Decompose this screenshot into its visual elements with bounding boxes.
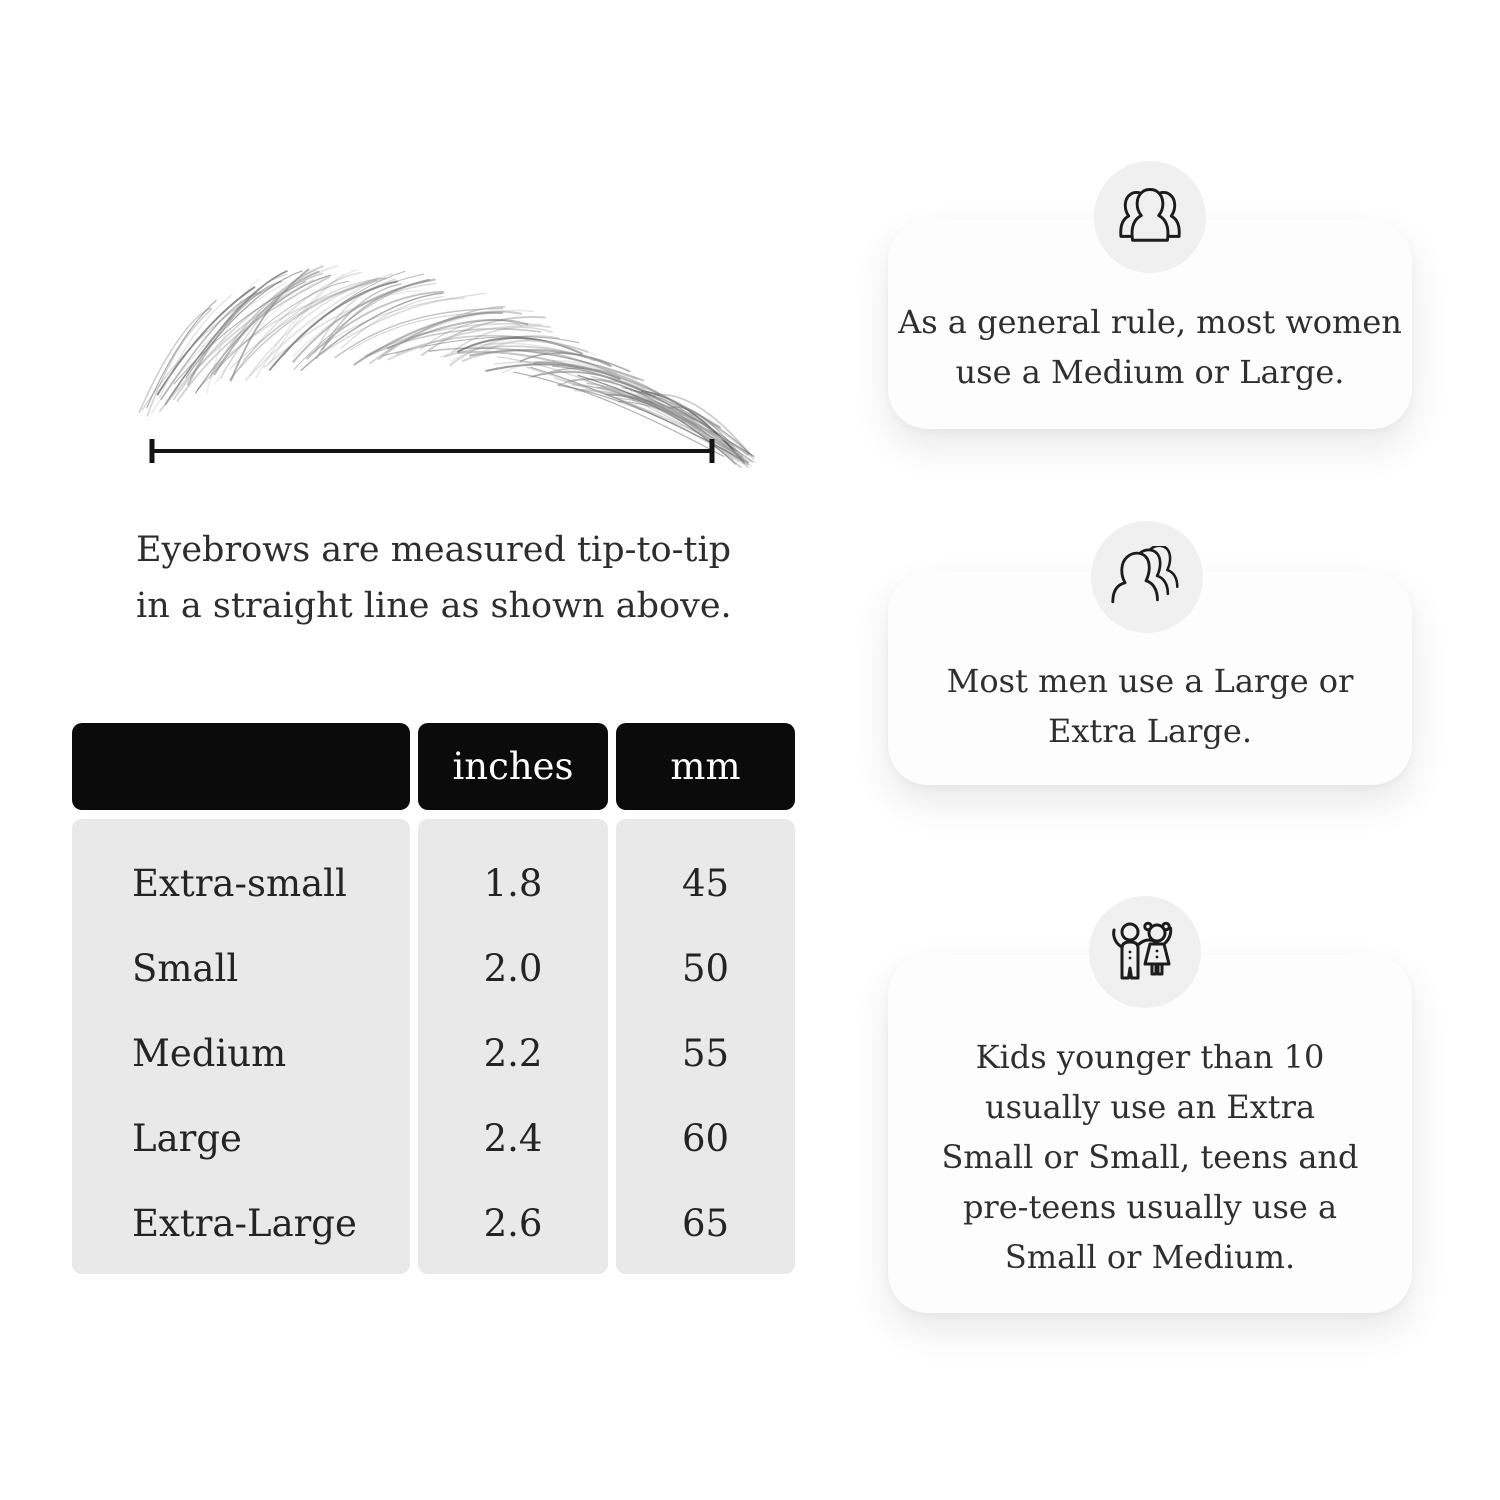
size-label: Medium: [132, 1032, 287, 1075]
size-label: Extra-Large: [132, 1202, 357, 1245]
size-label: Small: [132, 947, 239, 990]
women-group-badge: [1094, 161, 1206, 273]
size-table-inches-body: [418, 819, 608, 1274]
mm-value: 60: [681, 1117, 730, 1160]
mm-value: 45: [681, 862, 730, 905]
women-group-icon: [1113, 186, 1187, 248]
kids-card-line-2: usually use an Extra: [984, 1088, 1316, 1126]
inches-value: 2.2: [483, 1032, 543, 1075]
men-group-icon: [1109, 546, 1185, 608]
info-card-kids: [888, 955, 1412, 1313]
mm-value: 65: [681, 1202, 730, 1245]
women-card-line-2: use a Medium or Large.: [955, 352, 1345, 391]
kids-card-line-1: Kids younger than 10: [975, 1038, 1325, 1076]
inches-value: 2.4: [483, 1117, 543, 1160]
mm-value: 50: [681, 947, 730, 990]
kids-icon: [1109, 919, 1181, 985]
caption-line-1: Eyebrows are measured tip-to-tip: [136, 530, 732, 570]
size-label: Extra-small: [132, 862, 347, 905]
figure-caption: [136, 522, 796, 634]
men-card-line-1: Most men use a Large or: [946, 661, 1354, 700]
kids-badge: [1089, 896, 1201, 1008]
size-table-label-column: [72, 723, 410, 1274]
caption-line-2: in a straight line as shown above.: [136, 586, 732, 626]
eyebrow-illustration: [112, 246, 756, 468]
men-group-badge: [1091, 521, 1203, 633]
inches-value: 1.8: [483, 862, 543, 905]
size-table-header-blank: [72, 723, 410, 810]
kids-card-line-5: Small or Medium.: [1004, 1238, 1296, 1276]
size-table-header-mm: mm: [616, 723, 795, 810]
size-table-mm-column: [616, 723, 795, 1274]
inches-value: 2.0: [483, 947, 543, 990]
measurement-line: [146, 436, 718, 466]
kids-card-line-3: Small or Small, teens and: [941, 1138, 1359, 1176]
inches-value: 2.6: [483, 1202, 543, 1245]
mm-value: 55: [681, 1032, 730, 1075]
size-table-mm-body: [616, 819, 795, 1274]
kids-card-line-4: pre-teens usually use a: [962, 1188, 1338, 1226]
size-label: Large: [132, 1117, 242, 1160]
size-table-label-body: [72, 819, 410, 1274]
size-table: [72, 723, 795, 1274]
men-card-line-2: Extra Large.: [1047, 711, 1253, 750]
women-card-line-1: As a general rule, most women: [898, 302, 1402, 341]
size-table-inches-column: [418, 723, 608, 1274]
size-table-header-inches: inches: [418, 723, 608, 810]
